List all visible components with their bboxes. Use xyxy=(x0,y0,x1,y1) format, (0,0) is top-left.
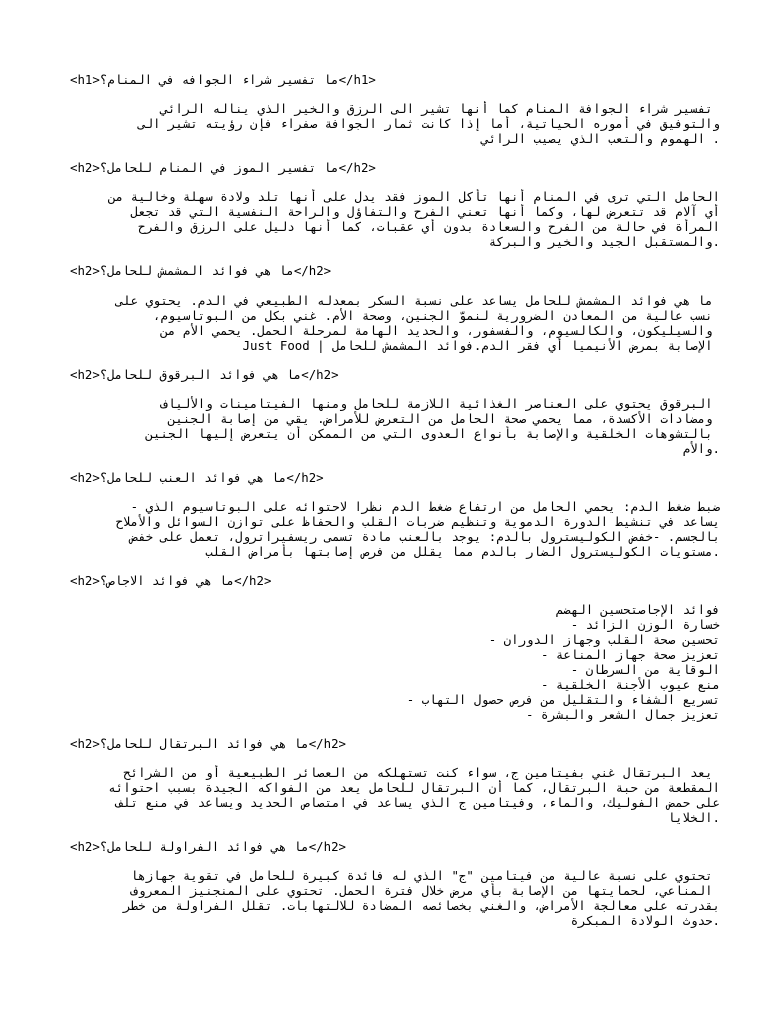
h2-heading-strawberry: <h2>ما هي فوائد الفراولة للحامل؟</h2> xyxy=(70,839,347,854)
paragraph-line: أي آلام قد تتعرض لها، وكما أنها تعني الفرح والتفاؤل والراحة النفسية التي قد تجعل xyxy=(130,204,720,219)
paragraph-line: .حدوث الولادة المبكرة xyxy=(570,913,720,928)
paragraph-line: نسب عالية من المعادن الضرورية لنموّ الجنين، وصحة الأم. غني بكل من البوتاسيوم، xyxy=(153,308,720,323)
paragraph-line: ضبط ضغط الدم: يحمي الحامل من ارتفاع ضغط الدم نظرا لاحتوائه على البوتاسيوم الذي - xyxy=(130,499,720,514)
paragraph-line: يعد البرتقال غني بفيتامين ج، سواء كنت تستهلكه من العصائر الطبيعية أو من الشرائح xyxy=(123,765,720,780)
paragraph-line: المقطعة من حبة البرتقال، كما أن البرتقال للحامل يعد من الفواكه الجيدة بسبب احتوائه xyxy=(108,780,720,795)
list-item: خسارة الوزن الزائد - xyxy=(570,617,720,632)
paragraph-line: .الخلايا xyxy=(667,810,720,825)
paragraph-line: فوائد الإجاصتحسين الهضم xyxy=(555,602,720,617)
paragraph-line: . الهموم والتعب الذي يصيب الرائي xyxy=(481,131,720,146)
paragraph-line: تحتوي على نسبة عالية من فيتامين "ج" الذي له فائدة كبيرة للحامل في تقوية جهازها xyxy=(130,868,720,883)
paragraph-line: يساعد في تنشيط الدورة الدموية وتنظيم ضربات القلب والحفاظ على توازن السوائل والأملاح xyxy=(115,514,720,529)
list-item: تعزيز جمال الشعر والبشرة - xyxy=(526,707,720,722)
paragraph-line: .والأم xyxy=(682,441,720,456)
paragraph-line: والسيليكون، والكالسيوم، والفسفور، والحديد الهامة لمرحلة الحمل. يحمي الأم من xyxy=(160,323,720,338)
paragraph-line: والتوفيق في أموره الحياتية، أما إذا كانت ثمار الجوافة صفراء فإن رؤيته تشير الى xyxy=(138,116,720,131)
paragraph-line: الإصابة بمرض الأنيميا أي فقر الدم.فوائد المشمش للحامل | Just Food xyxy=(242,338,720,353)
paragraph-line: المناعي، لحمايتها من الإصابة بأي مرض خلال فترة الحمل. تحتوي على المنجنيز المعروف xyxy=(130,883,720,898)
list-item: منع عيوب الأجنة الخلقية - xyxy=(540,677,720,692)
paragraph-line: بالتشوهات الخلقية والإصابة بأنواع العدوى التي من الممكن أن يتعرض إليها الجنين xyxy=(145,426,720,441)
h2-heading-plum: <h2>ما هي فوائد البرقوق للحامل؟</h2> xyxy=(70,367,339,382)
list-item: الوقاية من السرطان - xyxy=(570,662,720,677)
h2-heading-grapes: <h2>ما هي فوائد العنب للحامل؟</h2> xyxy=(70,470,324,485)
paragraph-line: الحامل التي ترى في المنام أنها تأكل الموز فقد يدل على أنها تلد ولادة سهلة وخالية من xyxy=(108,189,720,204)
paragraph-line: بقدرته على معالجة الأمراض، والغني بخصائصه المضادة للالتهابات. تقلل الفراولة من خطر xyxy=(123,898,720,913)
paragraph-line: ما هي فوائد المشمش للحامل يساعد على نسبة السكر بمعدله الطبيعي في الدم. يحتوي على xyxy=(115,293,720,308)
list-item: تعزيز صحة جهاز المناعة - xyxy=(540,647,720,662)
paragraph-line: البرقوق يحتوي على العناصر الغذائية اللازمة للحامل ومنها الفيتامينات والألياف xyxy=(160,396,720,411)
h1-heading-guava: <h1>ما تفسير شراء الجوافه في المنام؟</h1> xyxy=(70,72,376,87)
h2-heading-banana: <h2>ما تفسير الموز في المنام للحامل؟</h2> xyxy=(70,160,376,175)
paragraph-line: المرأة في حالة من الفرح والسعادة بدون أي عقبات، كما أنها دليل على الرزق والفرح xyxy=(138,219,720,234)
h2-heading-orange: <h2>ما هي فوائد البرتقال للحامل؟</h2> xyxy=(70,736,347,751)
h2-heading-apricot: <h2>ما هي فوائد المشمش للحامل؟</h2> xyxy=(70,263,332,278)
paragraph-line: تفسير شراء الجوافة المنام كما أنها تشير الى الرزق والخير الذي يناله الرائي xyxy=(160,101,720,116)
paragraph-line: على حمض الفوليك، والماء، وفيتامين ج الذي يساعد في امتصاص الحديد ويساعد في منع تلف xyxy=(115,795,720,810)
list-item: تحسين صحة القلب وجهاز الدوران - xyxy=(488,632,720,647)
paragraph-line: بالجسم. -خفض الكوليسترول بالدم: يوجد بالعنب مادة تسمى ريسفيراترول، تعمل على خفض xyxy=(130,529,720,544)
h2-heading-pear: <h2>ما هي فوائد الاجاص؟</h2> xyxy=(70,573,272,588)
list-item: تسريع الشفاء والتقليل من فرص حصول التهاب - xyxy=(406,692,720,707)
paragraph-line: ومضادات الأكسدة، مما يحمي صحة الحامل من التعرض للأمراض. يقي من إصابة الجنين xyxy=(167,411,720,426)
paragraph-line: .والمستقبل الجيد والخير والبركة xyxy=(488,234,720,249)
paragraph-line: .مستويات الكوليسترول الضار بالدم مما يقلل من فرص إصابتها بأمراض القلب xyxy=(205,544,720,559)
